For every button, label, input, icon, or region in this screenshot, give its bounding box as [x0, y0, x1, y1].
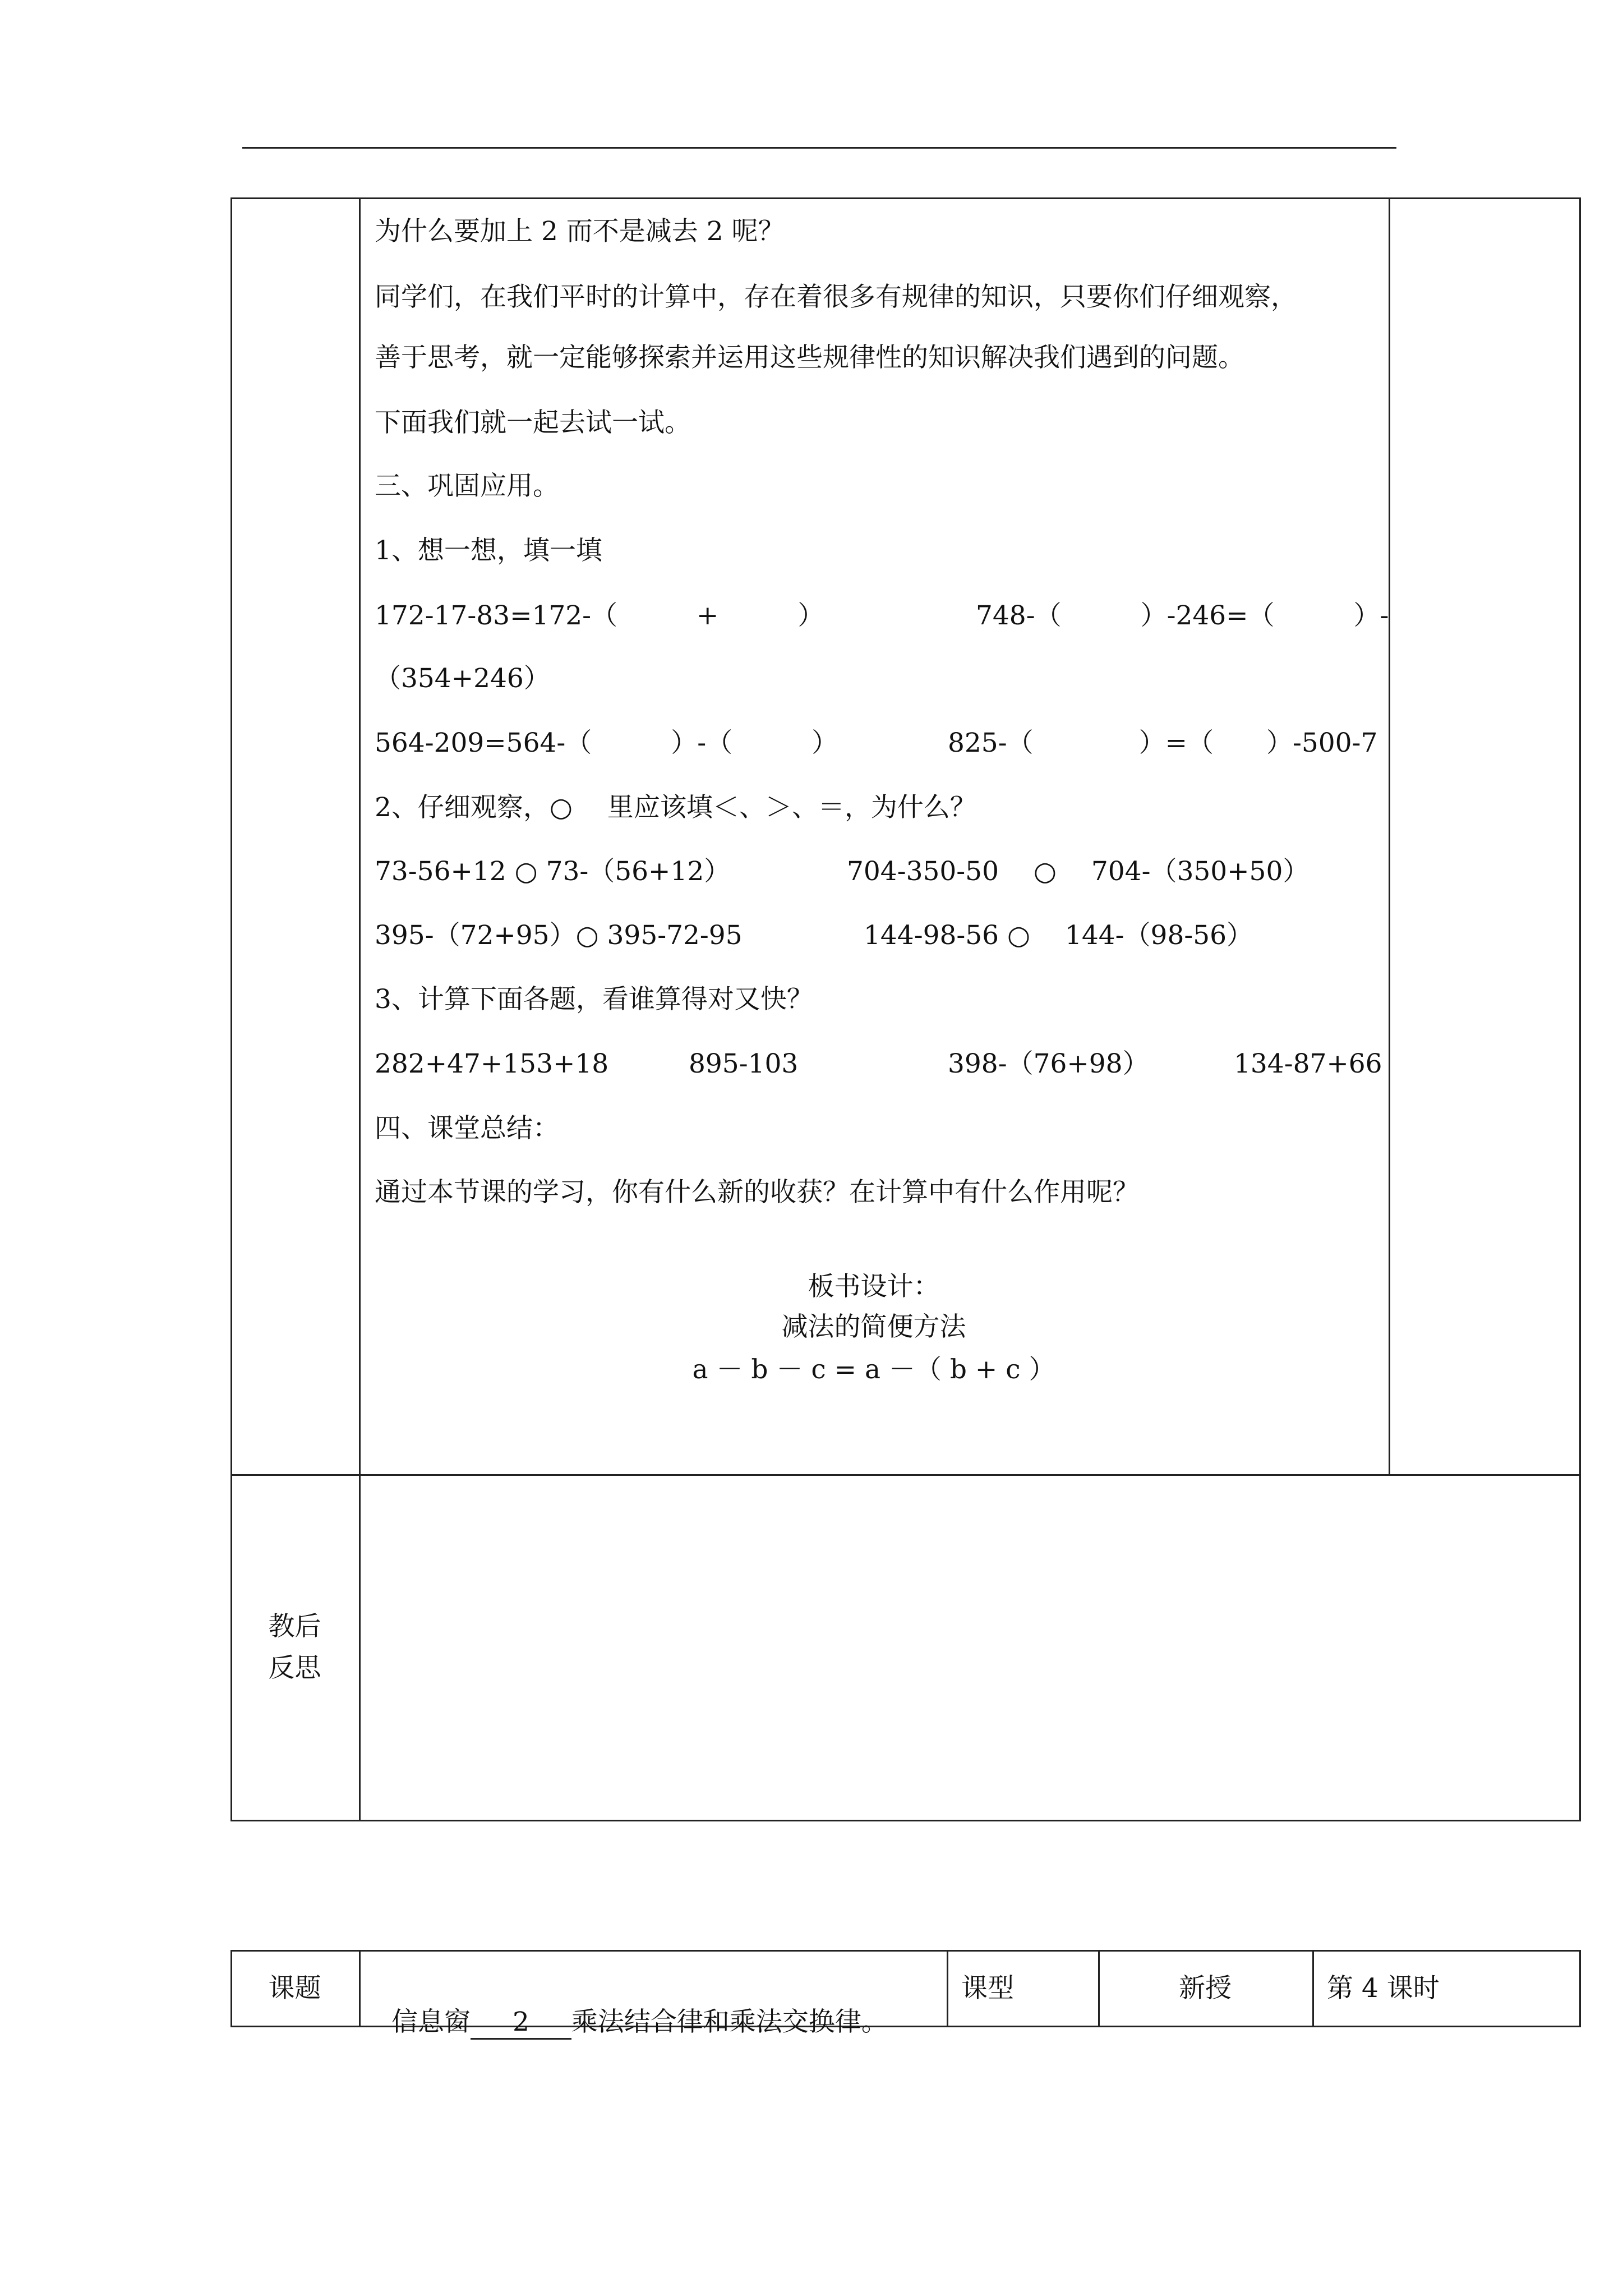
fill-item-1: 172-17-83=172-（ + ）: [375, 600, 824, 631]
next-table-div-1: [359, 1950, 361, 2027]
exercise-3-heading: 3、计算下面各题，看谁算得对又快？: [375, 984, 813, 1015]
exercise-1-heading: 1、想一想，填一填: [375, 535, 602, 566]
table-border-right: [1579, 197, 1581, 1821]
table-border-bottom: [230, 1820, 1581, 1821]
compare-item-1: 73-56+12 ○ 73-（56+12）: [375, 856, 731, 887]
section-heading-consolidate: 三、巩固应用。: [375, 471, 559, 501]
fill-item-2: 748-（ ）-246=（ ）-: [976, 600, 1389, 631]
topic-label: 课题: [268, 1973, 321, 2004]
calc-item-3: 398-（76+98）: [948, 1048, 1149, 1079]
reflection-label-line-1: 教后: [268, 1611, 321, 1642]
fill-item-4: 825-（ ）=（ ）-500-7: [948, 728, 1378, 758]
calc-item-1: 282+47+153+18: [375, 1048, 609, 1079]
table-row-divider: [230, 1474, 1581, 1476]
topic-prefix: 信息窗: [391, 2007, 471, 2037]
next-table-top: [230, 1950, 1581, 1952]
section-heading-summary: 四、课堂总结：: [375, 1113, 559, 1144]
board-design-formula: a － b － c = a －（ b + c ）: [692, 1354, 1055, 1385]
topic-suffix: 乘法结合律和乘法交换律。: [571, 2007, 888, 2037]
table-border-left: [230, 197, 232, 1821]
next-table-div-4: [1312, 1950, 1314, 2027]
compare-item-3: 395-（72+95）○ 395-72-95: [375, 920, 743, 951]
fill-item-3: 564-209=564-（ ）-（ ）: [375, 728, 838, 758]
board-design-subtitle: 减法的简便方法: [781, 1312, 966, 1342]
fill-item-2-continued: （354+246）: [375, 663, 550, 694]
compare-item-4: 144-98-56 ○ 144-（98-56）: [864, 920, 1253, 951]
lesson-line-2: 同学们，在我们平时的计算中，存在着很多有规律的知识，只要你们仔细观察，: [375, 282, 1297, 312]
table-col-divider: [359, 197, 361, 1821]
next-table-right: [1579, 1950, 1581, 2027]
lesson-type-label: 课型: [961, 1973, 1014, 2004]
lesson-line-3: 善于思考，就一定能够探索并运用这些规律性的知识解决我们遇到的问题。: [375, 342, 1244, 373]
summary-text: 通过本节课的学习，你有什么新的收获？在计算中有什么作用呢？: [375, 1177, 1139, 1208]
lesson-period: 第 4 课时: [1327, 1973, 1440, 2004]
reflection-label-line-2: 反思: [268, 1653, 321, 1683]
topic-value: [375, 1972, 888, 2040]
exercise-2-heading: 2、仔细观察，○ 里应该填＜、＞、＝，为什么？: [375, 792, 976, 823]
next-table-div-2: [947, 1950, 948, 2027]
header-rule: [242, 147, 1396, 149]
table-border-top: [230, 197, 1581, 199]
lesson-line-1: 为什么要加上 2 而不是减去 2 呢？: [375, 216, 785, 247]
calc-item-4: 134-87+66: [1234, 1048, 1382, 1079]
topic-number-slot: 2: [471, 2007, 571, 2040]
table-remarks-divider: [1389, 197, 1390, 1476]
calc-item-2: 895-103: [689, 1048, 799, 1079]
lesson-line-4: 下面我们就一起去试一试。: [375, 407, 691, 438]
board-design-title: 板书设计：: [808, 1271, 940, 1302]
lesson-type-value: 新授: [1179, 1973, 1232, 2004]
compare-item-2: 704-350-50 ○ 704-（350+50）: [847, 856, 1310, 887]
